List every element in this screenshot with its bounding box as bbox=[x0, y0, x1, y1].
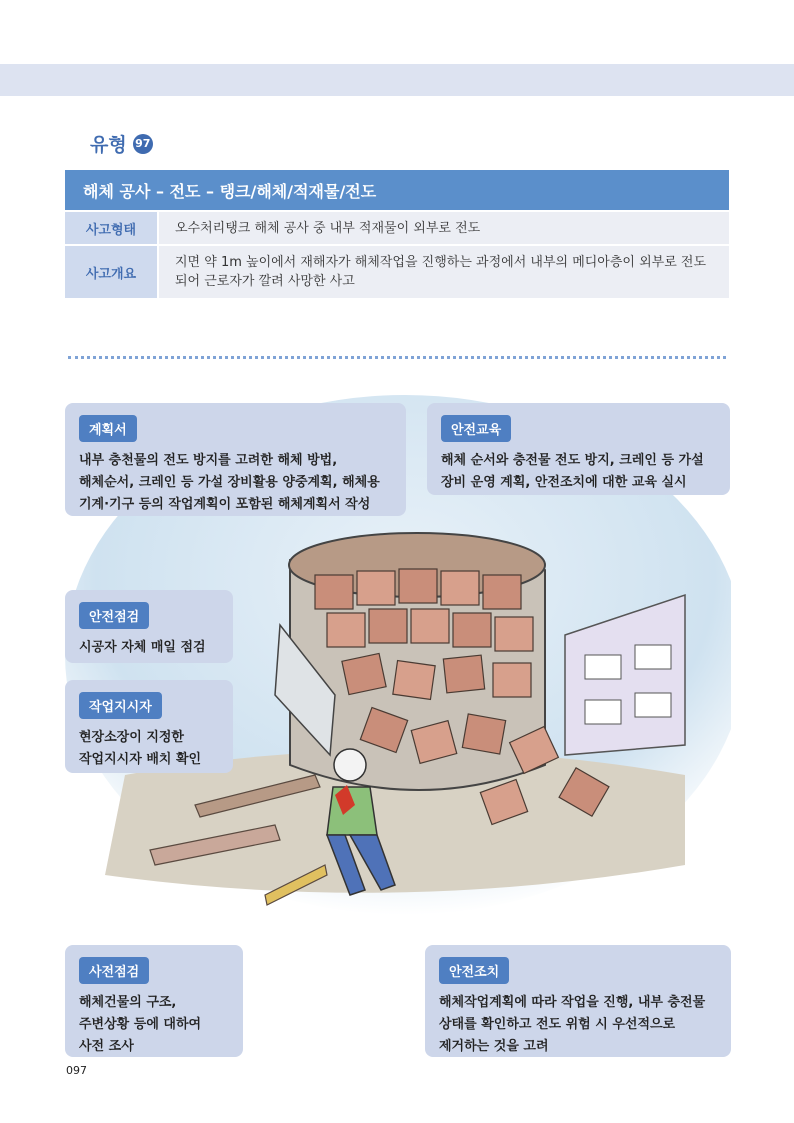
callout-plan-tag: 계획서 bbox=[79, 415, 137, 442]
section-divider bbox=[68, 356, 726, 359]
callout-supervisor bbox=[65, 680, 233, 773]
type-title bbox=[90, 130, 153, 157]
callout-plan-text: 내부 충천물의 전도 방지를 고려한 해체 방법, 해체순서, 크레인 등 가설 장비활용 양중계획, 해체용 기계·기구 등의 작업계획이 포함된 해체계획서 작성 bbox=[79, 453, 380, 512]
accident-type-row bbox=[65, 212, 729, 244]
accident-summary-value: 지면 약 1m 높이에서 재해자가 해체작업을 진행하는 과정에서 내부의 메디아층이 외부로 전도되어 근로자가 깔려 사망한 사고 bbox=[159, 246, 729, 298]
callout-measures bbox=[425, 945, 731, 1057]
callout-education bbox=[427, 403, 730, 495]
type-number-badge: 97 bbox=[133, 134, 153, 154]
callout-pre-survey-text: 해체건물의 구조, 주변상황 등에 대하여 사전 조사 bbox=[79, 995, 202, 1054]
callout-education-tag: 안전교육 bbox=[441, 415, 511, 442]
callout-pre-survey bbox=[65, 945, 243, 1057]
accident-type-value: 오수처리탱크 해체 공사 중 내부 적재물이 외부로 전도 bbox=[159, 212, 729, 244]
callout-pre-survey-tag: 사전점검 bbox=[79, 957, 149, 984]
case-title: 해체 공사 – 전도 – 탱크/해체/적재물/전도 bbox=[65, 170, 729, 210]
page-number: 097 bbox=[66, 1064, 87, 1077]
callout-supervisor-text: 현장소장이 지정한 작업지시자 배치 확인 bbox=[79, 730, 202, 767]
callout-inspection-text: 시공자 자체 매일 점검 bbox=[79, 640, 206, 655]
callout-inspection bbox=[65, 590, 233, 663]
callout-supervisor-tag: 작업지시자 bbox=[79, 692, 162, 719]
type-label: 유형 bbox=[90, 134, 127, 156]
top-band bbox=[0, 64, 794, 96]
accident-summary-label: 사고개요 bbox=[65, 246, 157, 298]
callout-measures-tag: 안전조치 bbox=[439, 957, 509, 984]
accident-type-label: 사고형태 bbox=[65, 212, 157, 244]
callout-plan bbox=[65, 403, 406, 516]
callout-inspection-tag: 안전점검 bbox=[79, 602, 149, 629]
callout-measures-text: 해체작업계획에 따라 작업을 진행, 내부 충전물 상태를 확인하고 전도 위험 시 우선적으로 제거하는 것을 고려 bbox=[439, 995, 706, 1054]
accident-summary-row bbox=[65, 246, 729, 298]
callout-education-text: 해체 순서와 충전물 전도 방지, 크레인 등 가설 장비 운영 계획, 안전조치에 대한 교육 실시 bbox=[441, 453, 704, 490]
